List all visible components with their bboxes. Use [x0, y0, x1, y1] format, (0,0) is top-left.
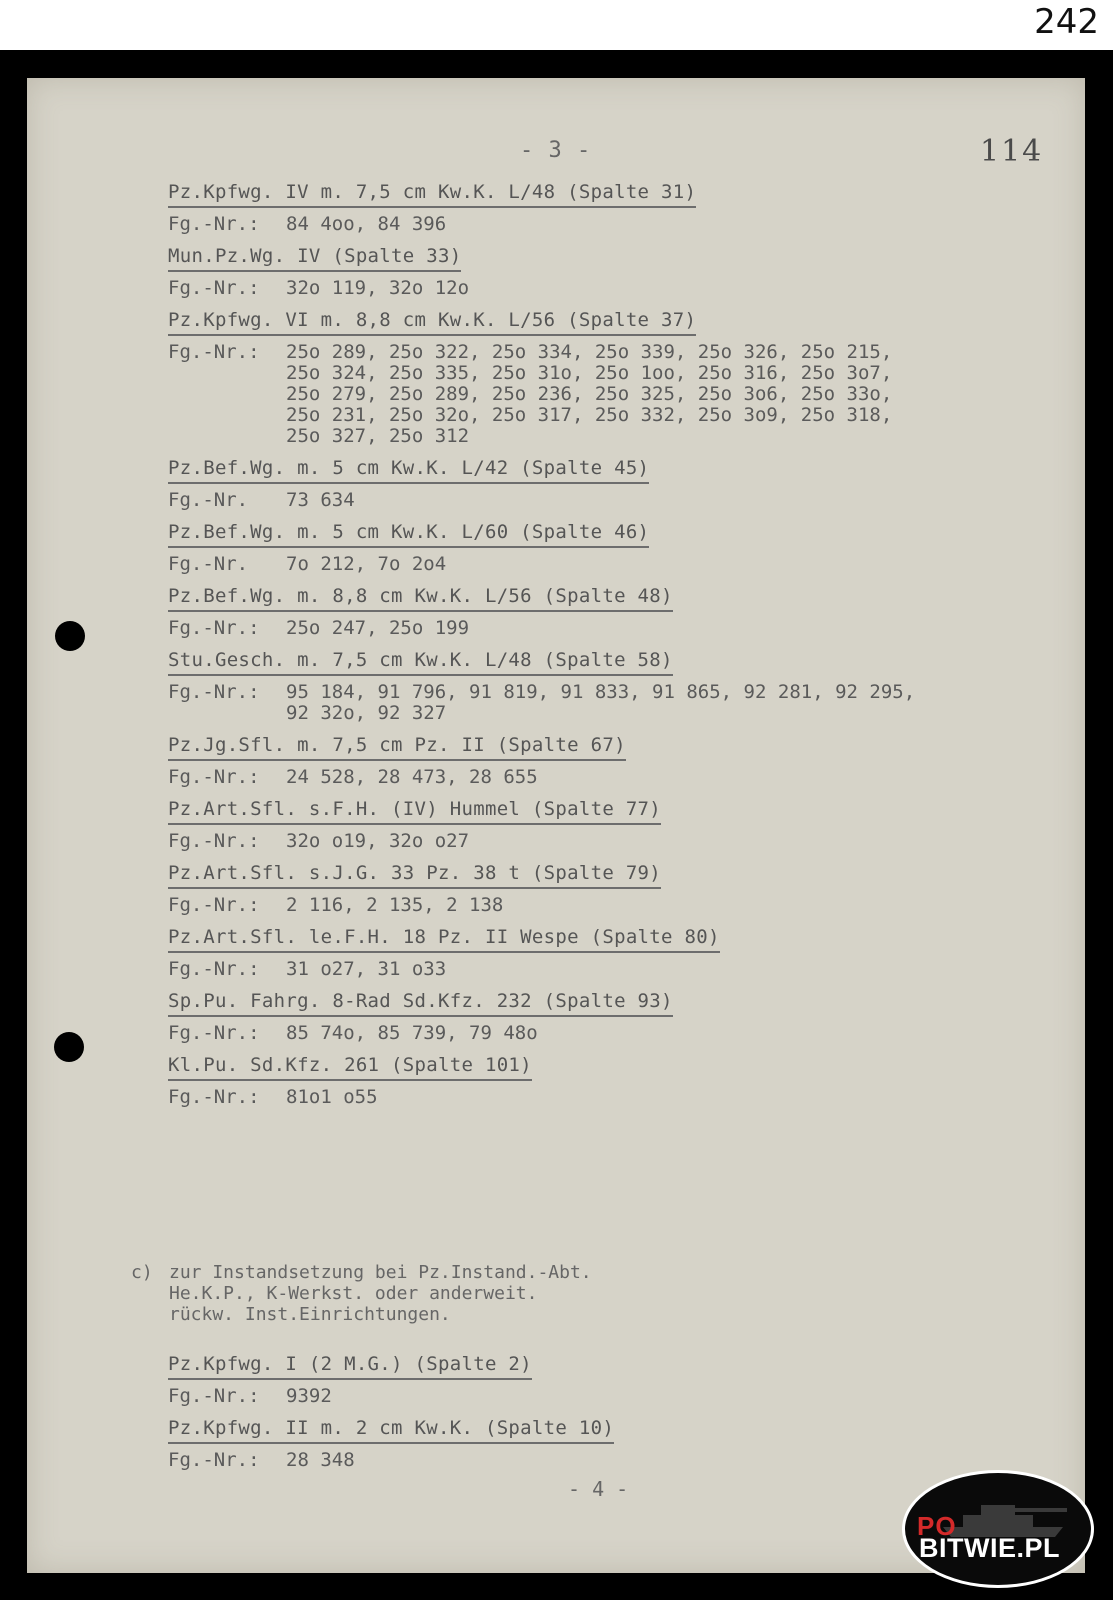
chassis-number-line: 24 528, 28 473, 28 655 — [286, 766, 538, 788]
chassis-number-line: 25o 279, 25o 289, 25o 236, 25o 325, 25o 3o6, 25o 33o, — [286, 383, 893, 405]
chassis-number-values — [286, 767, 1048, 788]
chassis-number-label: Fg.-Nr.: — [168, 958, 260, 980]
page-marker: - 3 - — [520, 138, 592, 163]
chassis-number-label: Fg.-Nr.: — [168, 681, 260, 703]
section-c-line: He.K.P., K-Werkst. oder anderweit. — [169, 1283, 538, 1304]
vehicle-entry — [168, 180, 1048, 235]
vehicle-type-heading: Kl.Pu. Sd.Kfz. 261 (Spalte 101) — [168, 1053, 532, 1081]
chassis-numbers — [168, 554, 1048, 575]
chassis-number-line: 25o 231, 25o 32o, 25o 317, 25o 332, 25o 3o9, 25o 318, — [286, 404, 893, 426]
folio-number: 114 — [980, 134, 1044, 169]
vehicle-entry — [168, 584, 1048, 639]
chassis-number-line: 25o 327, 25o 312 — [286, 425, 470, 447]
archive-page-number: 242 — [1034, 2, 1099, 42]
vehicle-entry — [168, 1053, 1048, 1108]
punch-hole-top — [55, 621, 85, 651]
chassis-numbers — [168, 1450, 868, 1471]
chassis-number-line: 32o o19, 32o o27 — [286, 830, 470, 852]
vehicle-entry — [168, 648, 1048, 724]
vehicle-type-heading: Mun.Pz.Wg. IV (Spalte 33) — [168, 244, 461, 272]
section-c-line: zur Instandsetzung bei Pz.Instand.-Abt. — [169, 1262, 592, 1283]
vehicle-type-heading: Pz.Bef.Wg. m. 8,8 cm Kw.K. L/56 (Spalte 48) — [168, 584, 673, 612]
chassis-number-line: 85 74o, 85 739, 79 48o — [286, 1022, 538, 1044]
chassis-number-label: Fg.-Nr.: — [168, 830, 260, 852]
chassis-number-line: 73 634 — [286, 489, 355, 511]
chassis-number-line: 25o 289, 25o 322, 25o 334, 25o 339, 25o 326, 25o 215, — [286, 341, 893, 363]
chassis-numbers — [168, 490, 1048, 511]
vehicle-entry — [168, 989, 1048, 1044]
next-page-marker: - 4 - — [568, 1477, 629, 1501]
chassis-number-label: Fg.-Nr.: — [168, 1022, 260, 1044]
chassis-number-values — [286, 682, 1048, 724]
vehicle-type-heading: Pz.Kpfwg. II m. 2 cm Kw.K. (Spalte 10) — [168, 1416, 614, 1444]
vehicle-type-heading: Pz.Bef.Wg. m. 5 cm Kw.K. L/60 (Spalte 46) — [168, 520, 649, 548]
chassis-number-line: 2 116, 2 135, 2 138 — [286, 894, 504, 916]
chassis-number-values — [286, 831, 1048, 852]
logo-text-po: PO — [917, 1511, 957, 1541]
chassis-number-label: Fg.-Nr.: — [168, 277, 260, 299]
chassis-numbers — [168, 895, 1048, 916]
chassis-number-values — [286, 214, 1048, 235]
chassis-numbers — [168, 831, 1048, 852]
chassis-number-values — [286, 1450, 868, 1471]
vehicle-entry — [168, 861, 1048, 916]
vehicle-type-heading: Sp.Pu. Fahrg. 8-Rad Sd.Kfz. 232 (Spalte 93) — [168, 989, 673, 1017]
chassis-numbers — [168, 682, 1048, 724]
section-c — [131, 1262, 831, 1325]
vehicle-entry — [168, 1352, 868, 1407]
vehicle-entry — [168, 797, 1048, 852]
vehicle-entry — [168, 308, 1048, 447]
vehicle-type-heading: Pz.Art.Sfl. le.F.H. 18 Pz. II Wespe (Spalte 80) — [168, 925, 720, 953]
chassis-number-values — [286, 342, 1048, 447]
chassis-numbers — [168, 278, 1048, 299]
chassis-number-line: 7o 212, 7o 2o4 — [286, 553, 447, 575]
chassis-number-line: 31 o27, 31 o33 — [286, 958, 447, 980]
chassis-number-line: 32o 119, 32o 12o — [286, 277, 470, 299]
chassis-number-line: 92 32o, 92 327 — [286, 702, 447, 724]
chassis-number-line: 25o 247, 25o 199 — [286, 617, 470, 639]
chassis-number-line: 9392 — [286, 1385, 332, 1407]
vehicle-entry — [168, 733, 1048, 788]
chassis-number-label: Fg.-Nr.: — [168, 341, 260, 363]
chassis-number-values — [286, 1023, 1048, 1044]
section-letter: c) — [131, 1262, 153, 1283]
chassis-numbers — [168, 1386, 868, 1407]
chassis-number-values — [286, 1087, 1048, 1108]
chassis-numbers — [168, 1023, 1048, 1044]
chassis-number-label: Fg.-Nr.: — [168, 213, 260, 235]
chassis-number-values — [286, 895, 1048, 916]
section-c-line: rückw. Inst.Einrichtungen. — [169, 1304, 451, 1325]
chassis-number-line: 81o1 o55 — [286, 1086, 378, 1108]
chassis-number-line: 25o 324, 25o 335, 25o 31o, 25o 1oo, 25o 316, 25o 3o7, — [286, 362, 893, 384]
section-c-text — [169, 1262, 592, 1325]
chassis-number-line: 28 348 — [286, 1449, 355, 1471]
vehicle-type-heading: Stu.Gesch. m. 7,5 cm Kw.K. L/48 (Spalte 58) — [168, 648, 673, 676]
chassis-number-label: Fg.-Nr.: — [168, 766, 260, 788]
chassis-number-line: 95 184, 91 796, 91 819, 91 833, 91 865, 92 281, 92 295, — [286, 681, 916, 703]
chassis-number-label: Fg.-Nr.: — [168, 1385, 260, 1407]
chassis-number-label: Fg.-Nr.: — [168, 1449, 260, 1471]
chassis-number-label: Fg.-Nr.: — [168, 894, 260, 916]
section-c-entries-list — [168, 1352, 868, 1480]
chassis-number-values — [286, 490, 1048, 511]
vehicle-type-heading: Pz.Kpfwg. IV m. 7,5 cm Kw.K. L/48 (Spalte 31) — [168, 180, 696, 208]
vehicle-entry — [168, 925, 1048, 980]
chassis-number-values — [286, 554, 1048, 575]
watermark-logo — [902, 1470, 1094, 1588]
archive-header-bar — [0, 0, 1113, 50]
chassis-number-values — [286, 1386, 868, 1407]
chassis-numbers — [168, 959, 1048, 980]
vehicle-entries-list — [168, 180, 1048, 1117]
logo-text-bitwie: BITWIE.PL — [919, 1533, 1060, 1563]
chassis-numbers — [168, 342, 1048, 447]
chassis-number-values — [286, 278, 1048, 299]
vehicle-type-heading: Pz.Art.Sfl. s.J.G. 33 Pz. 38 t (Spalte 79) — [168, 861, 661, 889]
chassis-numbers — [168, 1087, 1048, 1108]
vehicle-type-heading: Pz.Kpfwg. I (2 M.G.) (Spalte 2) — [168, 1352, 532, 1380]
vehicle-type-heading: Pz.Art.Sfl. s.F.H. (IV) Hummel (Spalte 77) — [168, 797, 661, 825]
vehicle-type-heading: Pz.Jg.Sfl. m. 7,5 cm Pz. II (Spalte 67) — [168, 733, 626, 761]
chassis-number-line: 84 4oo, 84 396 — [286, 213, 447, 235]
vehicle-type-heading: Pz.Bef.Wg. m. 5 cm Kw.K. L/42 (Spalte 45) — [168, 456, 649, 484]
vehicle-entry — [168, 1416, 868, 1471]
vehicle-type-heading: Pz.Kpfwg. VI m. 8,8 cm Kw.K. L/56 (Spalte 37) — [168, 308, 696, 336]
punch-hole-bottom — [54, 1032, 84, 1062]
vehicle-entry — [168, 244, 1048, 299]
chassis-number-values — [286, 959, 1048, 980]
chassis-number-label: Fg.-Nr. — [168, 553, 249, 575]
vehicle-entry — [168, 456, 1048, 511]
chassis-number-label: Fg.-Nr. — [168, 489, 249, 511]
vehicle-entry — [168, 520, 1048, 575]
chassis-numbers — [168, 618, 1048, 639]
chassis-number-label: Fg.-Nr.: — [168, 1086, 260, 1108]
chassis-numbers — [168, 767, 1048, 788]
chassis-numbers — [168, 214, 1048, 235]
chassis-number-label: Fg.-Nr.: — [168, 617, 260, 639]
chassis-number-values — [286, 618, 1048, 639]
